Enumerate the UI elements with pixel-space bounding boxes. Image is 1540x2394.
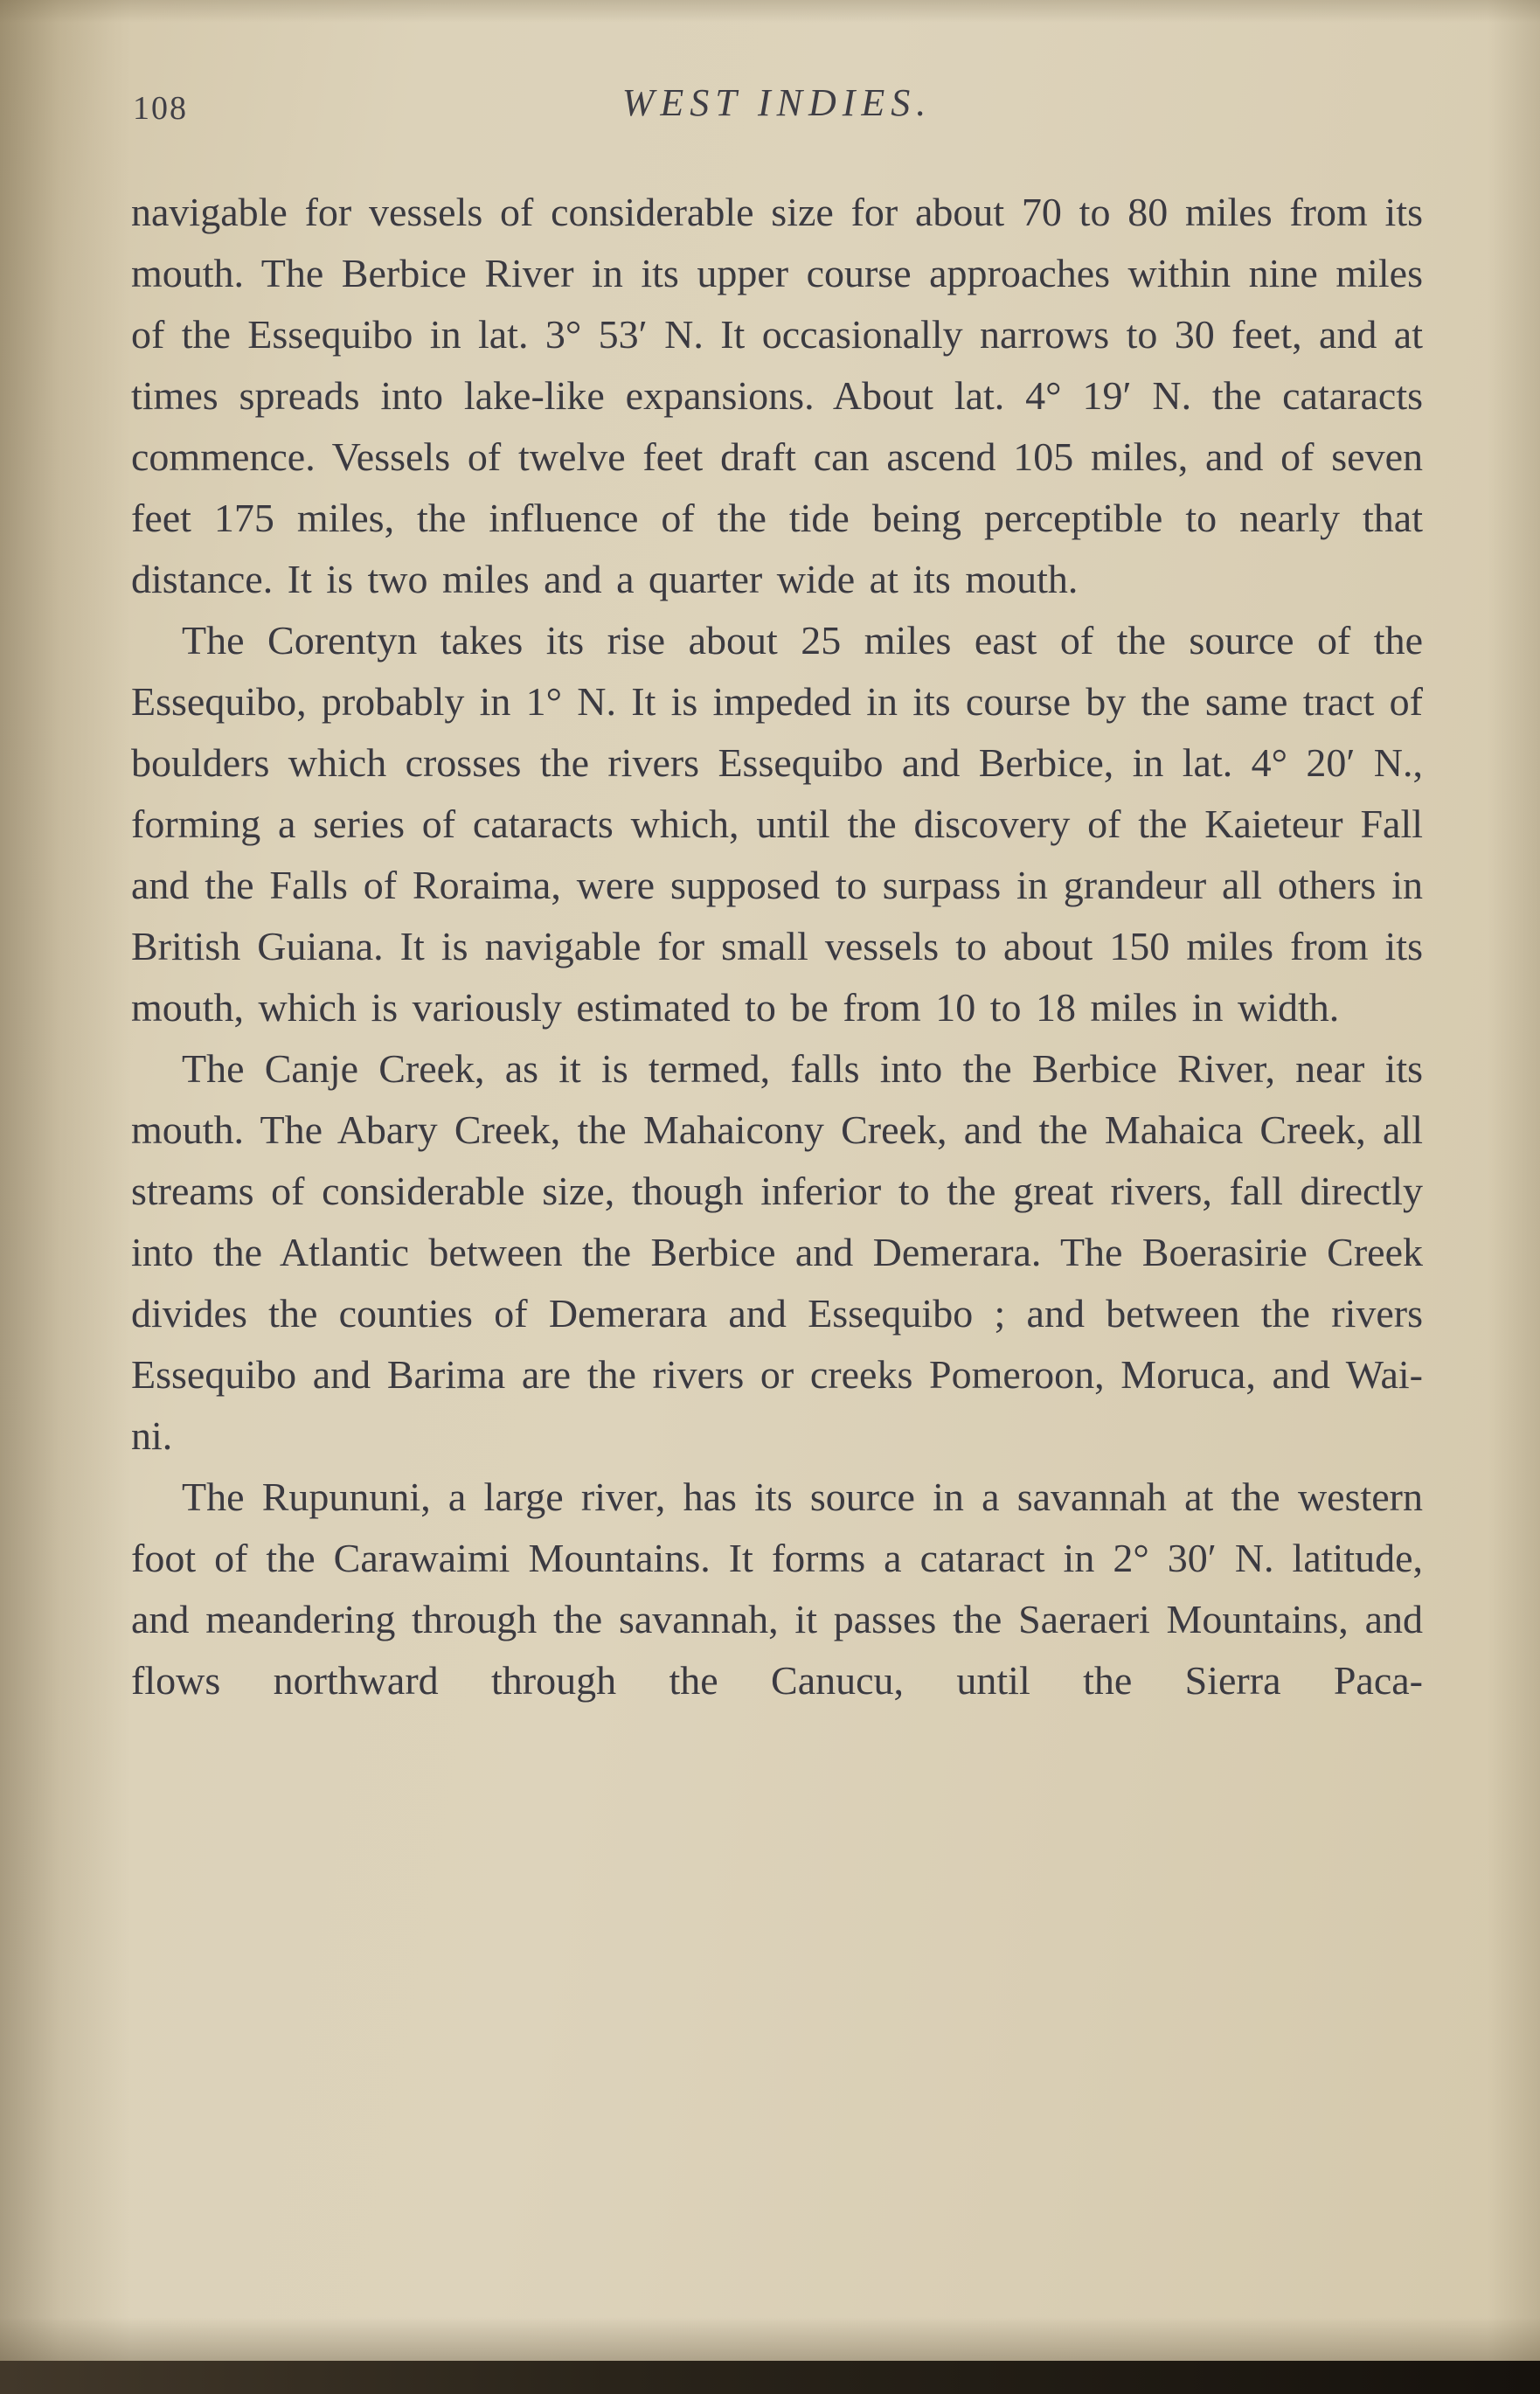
scan-bottom-edge: [0, 2361, 1540, 2394]
page-number: 108: [133, 90, 188, 127]
page-bottom-fade: [0, 2317, 1540, 2361]
paragraph: The Rupununi, a large river, has its source in a savannah at the western foot of the Carawaimi Mountains. It forms a cataract in 2° 30′ N. latitude, and meandering through the savannah, it passes the Saeraeri Mountains, and flows northward through the Canucu, until the Sierra Paca-: [131, 1475, 1423, 1703]
page-content: [131, 80, 1423, 1711]
paragraph: navigable for vessels of considerable size for about 70 to 80 miles from its mouth. The Berbice River in its upper course approaches within nine miles of the Essequibo in lat. 3° 53′ N. It occasionally narrows to 30 feet, and at times spreads into lake-like expansions. About lat. 4° 19′ N. the cataracts commence. Vessels of twelve feet draft can ascend 105 miles, and of seven feet 175 miles, the influence of the tide being perceptible to nearly that distance. It is two miles and a quarter wide at its mouth.: [131, 190, 1423, 601]
paragraph: The Canje Creek, as it is termed, falls into the Berbice River, near its mouth. The Abary Creek, the Mahaicony Creek, and the Mahaica Creek, all streams of considerable size, though inferior to the great rivers, fall directly into the Atlantic between the Berbice and Demerara. The Boerasirie Creek divides the counties of Demerara and Essequibo ; and between the rivers Essequibo and Barima are the rivers or creeks Pomeroon, Moruca, and Wai-ni.: [131, 1046, 1423, 1458]
page-left-shadow: [0, 0, 131, 2394]
paragraph: The Corentyn takes its rise about 25 miles east of the source of the Essequibo, probably in 1° N. It is impeded in its course by the same tract of boulders which crosses the rivers Essequibo and Berbice, in lat. 4° 20′ N., forming a series of cataracts which, until the discovery of the Kaieteur Fall and the Falls of Roraima, were supposed to surpass in grandeur all others in British Guiana. It is navigable for small vessels to about 150 miles from its mouth, which is variously estimated to be from 10 to 18 miles in width.: [131, 618, 1423, 1030]
page-title: WEST INDIES.: [621, 81, 933, 124]
running-head: [131, 80, 1423, 136]
page-right-shadow: [1488, 0, 1540, 2394]
body-text: [131, 182, 1423, 1711]
page-top-shadow: [0, 0, 1540, 23]
